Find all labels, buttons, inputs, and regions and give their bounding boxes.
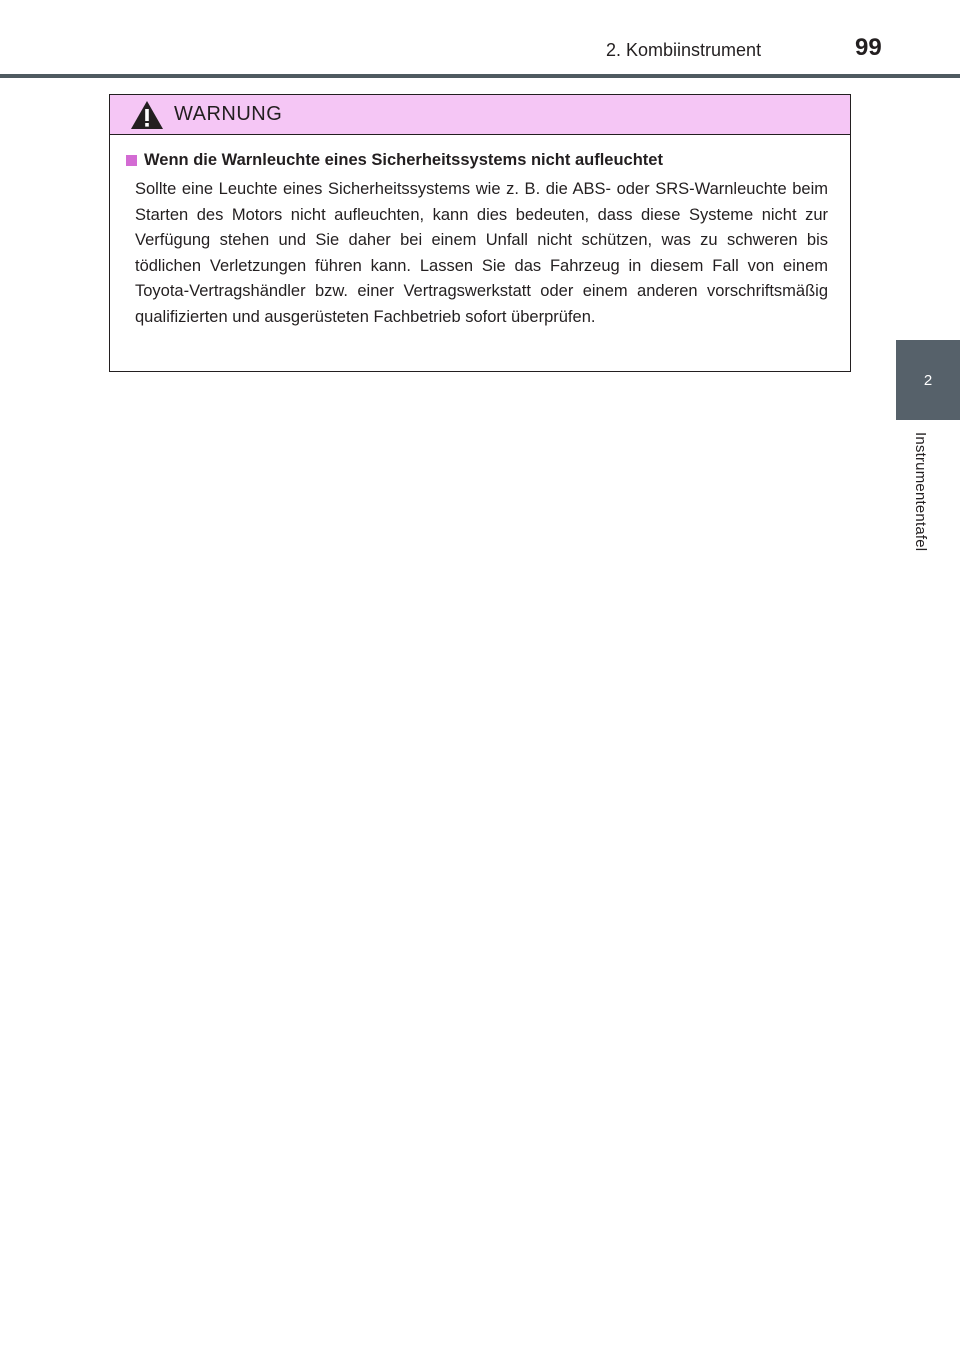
warning-box (109, 94, 851, 372)
header-rule (0, 74, 960, 78)
section-title: 2. Kombiinstrument (606, 40, 762, 60)
page-number: 99 (855, 34, 882, 61)
warning-body-text: Sollte eine Leuchte eines Sicherheitssystems wie z. B. die ABS- oder SRS-Warnleuchte beim Starten des Motors nicht aufleuchten, kann dies bedeuten, dass diese Systeme nicht zur Verfügung stehen und Sie daher bei einem Unfall nicht schützen, was zu schweren bis tödlichen Verletzungen führen kann. Lassen Sie das Fahrzeug in diesem Fall von einem Toyota-Vertragshändler bzw. einer Vertragswerkstatt oder einem anderen vorschriftsmäßig qualifizierten und ausgerüsteten Fachbetrieb sofort überprüfen. (135, 180, 828, 326)
warning-heading-text: Wenn die Warnleuchte eines Sicherheitssystems nicht aufleuchtet (144, 151, 663, 169)
warning-heading (126, 151, 828, 170)
warning-title: WARNUNG (174, 103, 283, 125)
chapter-tab (896, 340, 960, 420)
chapter-number: 2 (923, 371, 933, 389)
warning-body (110, 135, 850, 330)
chapter-label: Instrumententafel (912, 432, 929, 552)
warning-header (110, 95, 850, 135)
bullet-square-icon (126, 155, 137, 166)
warning-triangle-icon (130, 100, 164, 130)
